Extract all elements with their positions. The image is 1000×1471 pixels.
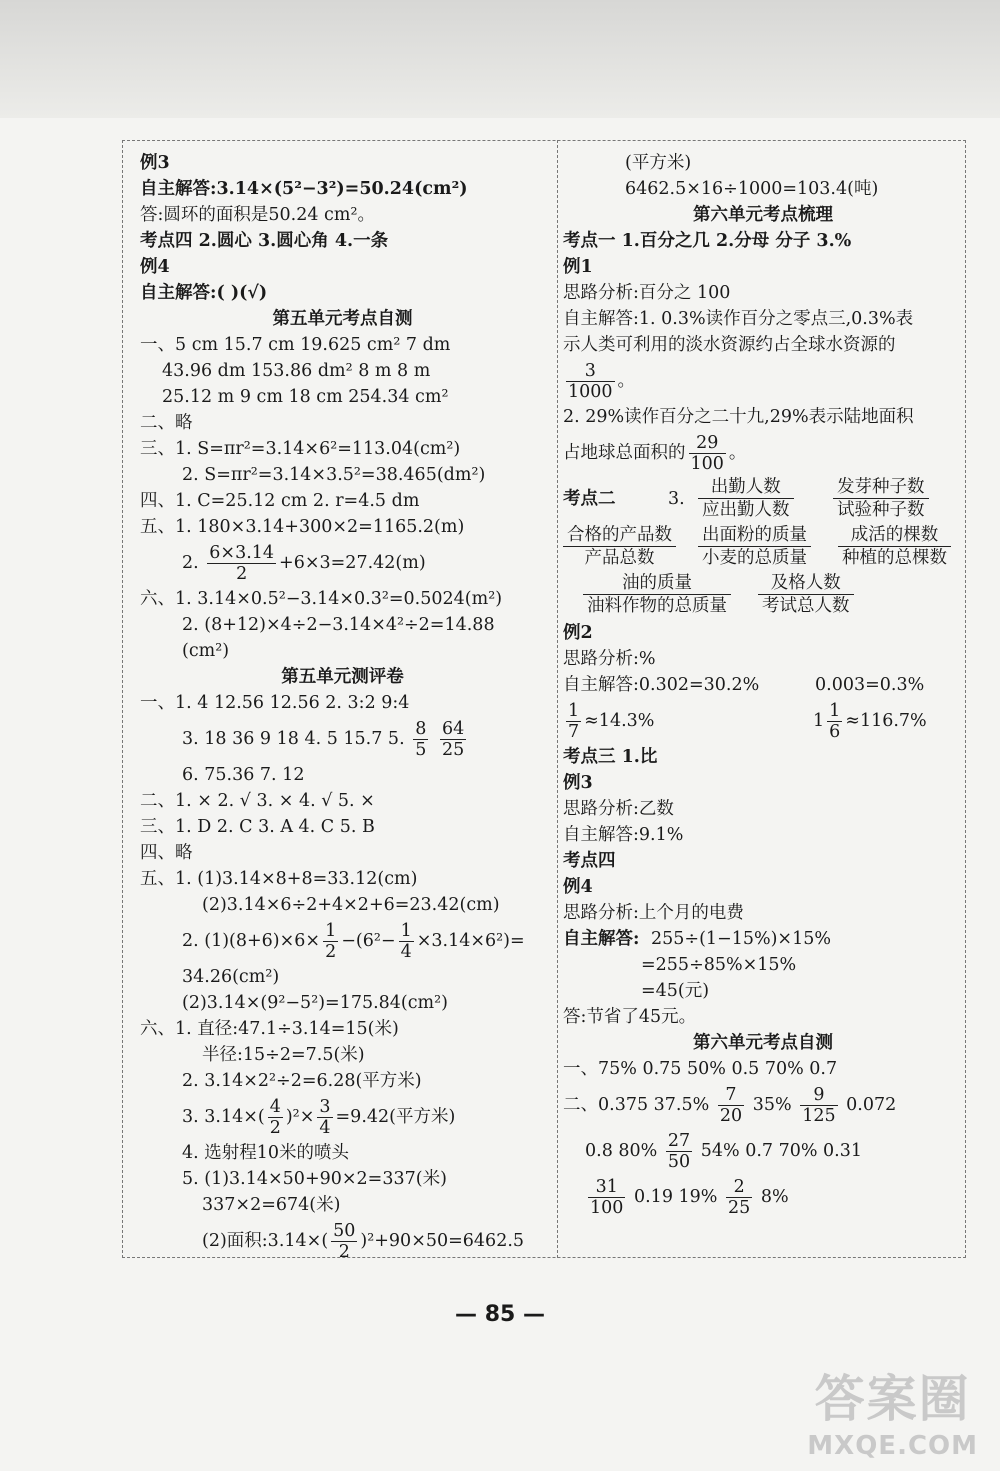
answer-line: 六、1. 3.14×0.5²−3.14×0.3²=0.5024(m²) xyxy=(140,589,503,609)
fraction: $\frac{1}{6}$ xyxy=(829,701,841,742)
column-divider xyxy=(557,140,558,1258)
fraction: $\frac{1}{4}$ xyxy=(400,921,412,962)
answer-line: (2)面积:3.14×( $\frac{50}{2}$ )²+90×50=6462.5 xyxy=(202,1221,525,1262)
ratio-fraction: 油的质量 油料作物的总质量 xyxy=(583,572,731,617)
answer-line: 自主解答:3.14×(5²−3²)=50.24(cm²) xyxy=(140,179,468,199)
fraction: $\frac{50}{2}$ xyxy=(333,1221,356,1262)
knowledge-point: 考点二 xyxy=(563,489,616,509)
answer-line: 思路分析:上个月的电费 xyxy=(563,903,744,923)
example-heading: 例4 xyxy=(140,257,170,277)
answer-line: 半径:15÷2=7.5(米) xyxy=(202,1045,365,1065)
right-column xyxy=(563,150,963,1220)
answer-line: 2. 29%读作百分之二十九,29%表示陆地面积 xyxy=(563,407,914,427)
ratio-fraction: 出面粉的质量 小麦的总质量 xyxy=(698,524,811,569)
answer-line: 四、略 xyxy=(140,843,193,863)
answer-line: =255÷85%×15% xyxy=(641,955,797,975)
ratio-fraction: 发芽种子数 试验种子数 xyxy=(833,476,929,521)
answer-line: 示人类可利用的淡水资源约占全球水资源的 xyxy=(563,335,896,355)
answer-line: (2)3.14×(9²−5²)=175.84(cm²) xyxy=(182,993,448,1013)
scan-top-band xyxy=(0,0,1000,118)
example-heading: 例4 xyxy=(563,877,593,897)
answer-line: 4. 选射程10米的喷头 xyxy=(182,1143,350,1163)
answer-line: 二、1. × 2. √ 3. × 4. √ 5. × xyxy=(140,791,375,811)
answer-line: (2)3.14×6÷2+4×2+6=23.42(cm) xyxy=(202,895,500,915)
answer-line: 一、1. 4 12.56 12.56 2. 3:2 9:4 xyxy=(140,693,410,713)
answer-line: 一、75% 0.75 50% 0.5 70% 0.7 xyxy=(563,1059,838,1079)
answer-line: 25.12 m 9 cm 18 cm 254.34 cm² xyxy=(162,387,449,407)
knowledge-point: 考点四 xyxy=(563,851,616,871)
answer-line: 自主解答:1. 0.3%读作百分之零点三,0.3%表 xyxy=(563,309,914,329)
fraction: $\frac{64}{25}$ xyxy=(441,719,465,760)
answer-line: $\frac{3}{1000}$ 。 xyxy=(568,361,636,402)
answer-line: 思路分析:乙数 xyxy=(563,799,674,819)
ratio-row: 考点二 3. 出勤人数 应出勤人数 发芽种子数 试验种子数 xyxy=(563,476,963,524)
answer-line: 6. 75.36 7. 12 xyxy=(182,765,305,785)
section-title: 第六单元考点自测 xyxy=(693,1033,833,1053)
answer-line: 2. (1)(8+6)×6× $\frac{1}{2}$ −(6²− $\frac{1}{4}$ ×3.14×6²)= xyxy=(182,921,525,962)
answer-line: 2. (8+12)×4÷2−3.14×4²÷2=14.88 xyxy=(182,615,495,635)
answer-line: $\frac{1}{7}$ ≈14.3% 1 $\frac{1}{6}$ ≈116.7% xyxy=(568,701,927,742)
answer-line: 337×2=674(米) xyxy=(202,1195,341,1215)
answer-line: (cm²) xyxy=(182,641,230,661)
knowledge-point: 考点四 2.圆心 3.圆心角 4.一条 xyxy=(140,231,389,251)
example-heading: 例3 xyxy=(563,773,593,793)
ratio-fraction: 合格的产品数 产品总数 xyxy=(563,524,676,569)
knowledge-point: 考点一 1.百分之几 2.分母 分子 3.% xyxy=(563,231,852,251)
answer-line: 0.8 80% $\frac{27}{50}$ 54% 0.7 70% 0.31 xyxy=(585,1131,863,1172)
ratio-fraction: 出勤人数 应出勤人数 xyxy=(698,476,794,521)
answer-line: 43.96 dm 153.86 dm² 8 m 8 m xyxy=(162,361,431,381)
answer-line: 3. 3.14×( $\frac{4}{2}$ )²× $\frac{3}{4}$ =9.42(平方米) xyxy=(182,1097,456,1138)
fraction: $\frac{29}{100}$ xyxy=(690,433,724,474)
answer-line: 六、1. 直径:47.1÷3.14=15(米) xyxy=(140,1019,399,1039)
answer-line: 占地球总面积的 $\frac{29}{100}$ 。 xyxy=(563,433,747,474)
answer-line: 2. $\frac{6\times 3.14}{2}$ +6×3=27.42(m) xyxy=(182,543,426,584)
ratio-fraction: 成活的棵数 种植的总棵数 xyxy=(838,524,951,569)
fraction: $\frac{1}{2}$ xyxy=(325,921,337,962)
answer-line: =45(元) xyxy=(641,981,710,1001)
fraction: $\frac{1}{7}$ xyxy=(568,701,580,742)
answer-line: 答:圆环的面积是50.24 cm²。 xyxy=(140,205,375,225)
answer-line: 自主解答:0.302=30.2% 0.003=0.3% xyxy=(563,675,925,695)
answer-line: 四、1. C=25.12 cm 2. r=4.5 dm xyxy=(140,491,420,511)
fraction: $\frac{27}{50}$ xyxy=(667,1131,691,1172)
answer-line: 自主解答:9.1% xyxy=(563,825,684,845)
answer-line: 自主解答:( )(√) xyxy=(140,283,268,303)
answer-line: 思路分析:% xyxy=(563,649,656,669)
answer-line: 2. 3.14×2²÷2=6.28(平方米) xyxy=(182,1071,422,1091)
fraction: $\frac{4}{2}$ xyxy=(269,1097,281,1138)
answer-line: (平方米) xyxy=(625,153,692,173)
answer-line: 二、0.375 37.5% $\frac{7}{20}$ 35% $\frac{9}{125}$ 0.072 xyxy=(563,1085,897,1126)
ratio-row xyxy=(563,524,963,572)
section-title: 第五单元测评卷 xyxy=(281,667,404,687)
fraction: $\frac{7}{20}$ xyxy=(719,1085,743,1126)
answer-line: 三、1. S=πr²=3.14×6²=113.04(cm²) xyxy=(140,439,461,459)
example-heading: 例3 xyxy=(140,153,170,173)
fraction: $\frac{31}{100}$ xyxy=(590,1177,624,1218)
answer-line: 6462.5×16÷1000=103.4(吨) xyxy=(625,179,879,199)
answer-line: 自主解答: 255÷(1−15%)×15% xyxy=(563,929,831,949)
page-number: — 85 — xyxy=(455,1302,545,1327)
answer-line: 五、1. 180×3.14+300×2=1165.2(m) xyxy=(140,517,465,537)
section-title: 第六单元考点梳理 xyxy=(693,205,833,225)
fraction: $\frac{2}{25}$ xyxy=(728,1177,751,1218)
answer-line: 五、1. (1)3.14×8+8=33.12(cm) xyxy=(140,869,418,889)
ratio-fraction: 及格人数 考试总人数 xyxy=(758,572,854,617)
fraction: $\frac{8}{5}$ xyxy=(415,719,427,760)
answer-line: 一、5 cm 15.7 cm 19.625 cm² 7 dm xyxy=(140,335,451,355)
fraction: $\frac{3}{1000}$ xyxy=(568,361,613,402)
watermark-logo: 答案圈 MXQE.COM xyxy=(807,1370,978,1461)
answer-line: 二、略 xyxy=(140,413,193,433)
answer-line: $\frac{31}{100}$ 0.19 19% $\frac{2}{25}$ 8% xyxy=(590,1177,789,1218)
fraction: $\frac{9}{125}$ xyxy=(802,1085,836,1126)
left-column xyxy=(140,150,545,1264)
example-heading: 例2 xyxy=(563,623,593,643)
answer-line: 2. S=πr²=3.14×3.5²=38.465(dm²) xyxy=(182,465,486,485)
section-title: 第五单元考点自测 xyxy=(272,309,413,329)
knowledge-point: 考点三 1.比 xyxy=(563,747,658,767)
answer-line: 5. (1)3.14×50+90×2=337(米) xyxy=(182,1169,447,1189)
answer-line: 答:节省了45元。 xyxy=(563,1007,697,1027)
answer-line: 三、1. D 2. C 3. A 4. C 5. B xyxy=(140,817,375,837)
example-heading: 例1 xyxy=(563,257,593,277)
answer-line: 3. 18 36 9 18 4. 5 15.7 5. $\frac{8}{5}$ $\frac{64}{25}$ xyxy=(182,719,465,760)
answer-line: 34.26(cm²) xyxy=(182,967,280,987)
ratio-row xyxy=(563,572,963,620)
fraction: $\frac{3}{4}$ xyxy=(319,1097,331,1138)
fraction: $\frac{6\times 3.14}{2}$ xyxy=(209,543,275,584)
answer-line: 思路分析:百分之 100 xyxy=(563,283,731,303)
